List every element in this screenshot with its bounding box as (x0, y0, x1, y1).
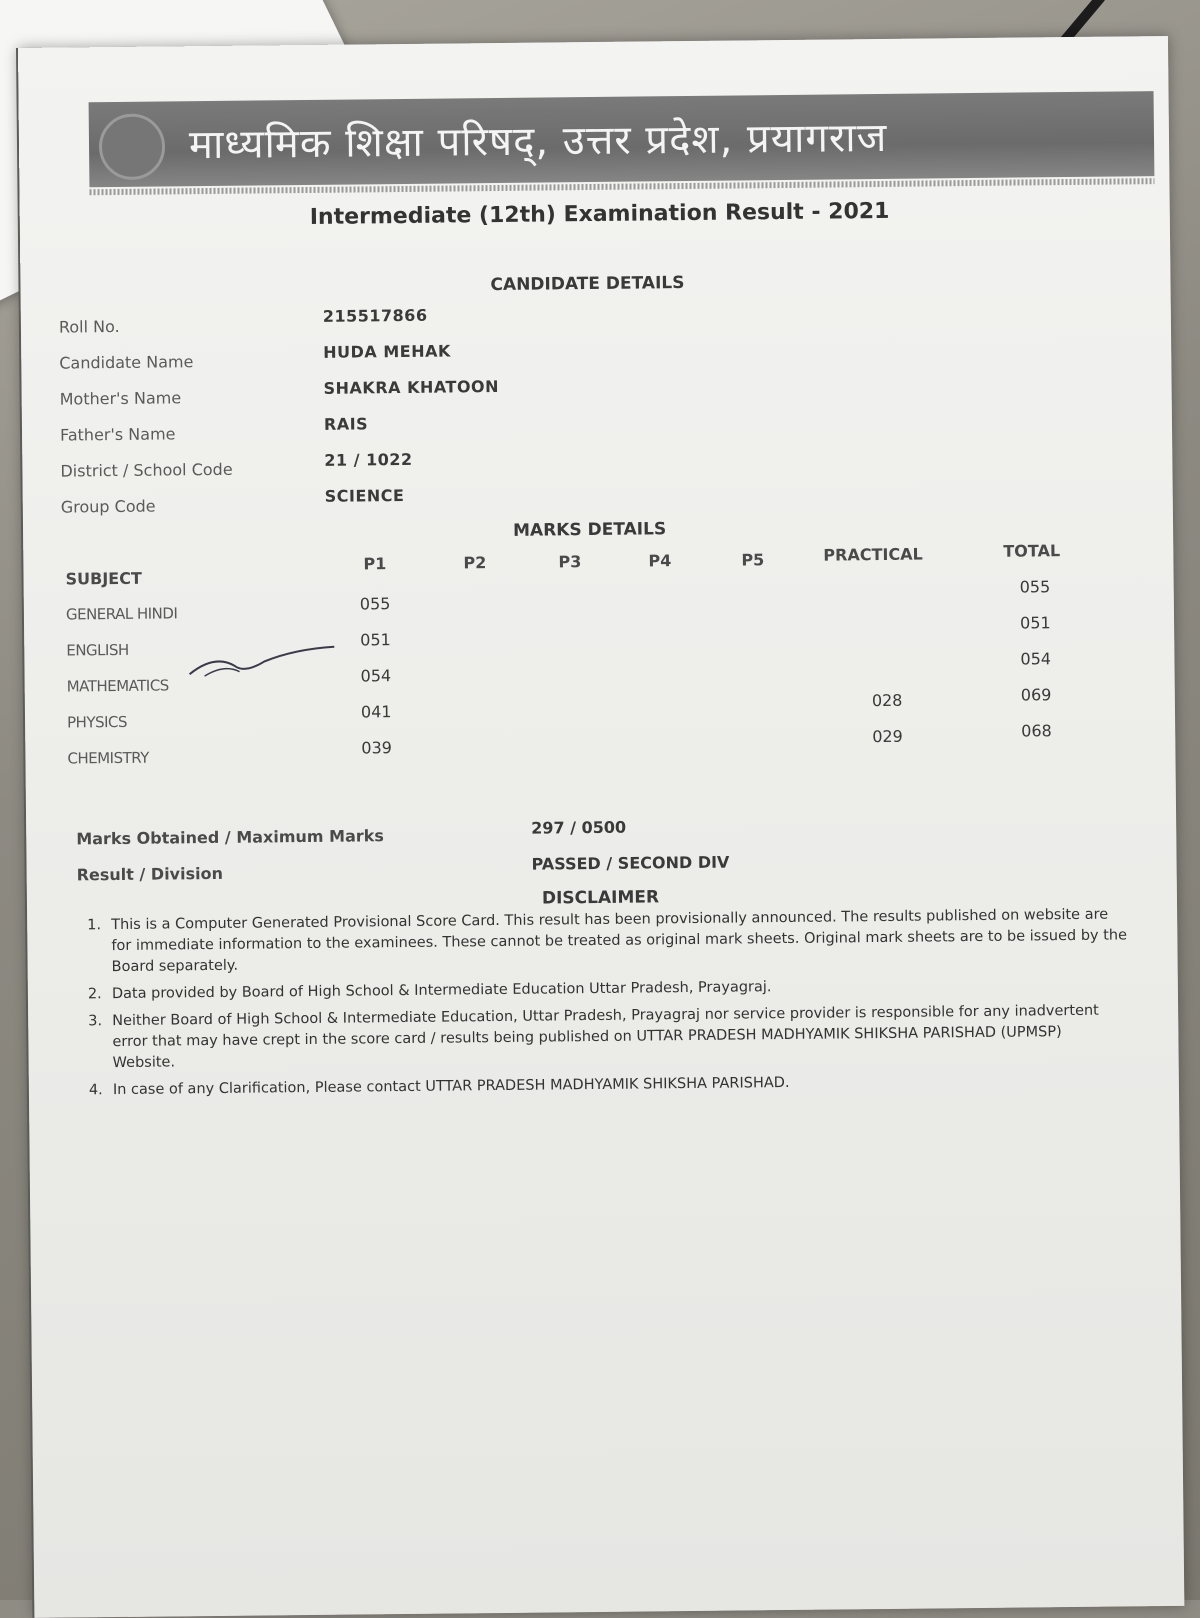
district-school-code-label: District / School Code (60, 459, 233, 481)
disclaimer-item (88, 973, 1128, 1005)
column-p3: P3 (558, 552, 582, 572)
marks-obtained-label: Marks Obtained / Maximum Marks (76, 826, 384, 849)
disclaimer-list (87, 904, 1129, 1107)
disclaimer-text: In case of any Clarification, Please contact UTTAR PRADESH MADHYAMIK SHIKSHA PARISHAD. (112, 1075, 790, 1099)
roll-no-value: 215517866 (322, 305, 428, 326)
column-p5: P5 (741, 550, 765, 570)
column-practical: PRACTICAL (823, 544, 923, 565)
disclaimer-number: 2. (87, 986, 102, 1003)
district-school-code-value: 21 / 1022 (324, 449, 413, 470)
disclaimer-heading: DISCLAIMER (541, 887, 660, 909)
mark-p1: 055 (359, 594, 391, 614)
father-name-value: RAIS (323, 414, 369, 434)
marks-obtained-value: 297 / 0500 (531, 817, 627, 838)
mark-total: 069 (1020, 685, 1052, 705)
disclaimer-number: 4. (88, 1082, 103, 1099)
mark-total: 051 (1019, 613, 1051, 633)
column-p4: P4 (648, 551, 672, 571)
disclaimer-text: Neither Board of High School & Intermediate Education, Uttar Pradesh, Prayagraj nor service provider is responsible for any inadvertent error that may have crept in the score card / results being published on UTTAR PRADESH MADHYAMIK SHIKSHA PARISHAD (UPMSP) Website. (112, 1002, 1099, 1072)
mark-p1: 041 (360, 702, 392, 722)
header-banner (89, 91, 1155, 187)
mark-p1: 054 (360, 666, 392, 686)
disclaimer-item (87, 904, 1128, 978)
exam-title: Intermediate (12th) Examination Result - 2021 (309, 198, 890, 230)
mark-total: 068 (1021, 721, 1052, 741)
mark-p1: 039 (361, 738, 392, 758)
disclaimer-text: Data provided by Board of High School & Intermediate Education Uttar Pradesh, Prayagraj. (111, 979, 772, 1003)
mark-p1: 051 (360, 630, 391, 650)
disclaimer-text: This is a Computer Generated Provisional Score Card. This result has been provisionally announced. The results published on website are for immediate information to the examinees. These cannot be treated as original mark sheets. Original mark sheets are to be issued by the Board separately. (111, 906, 1128, 976)
candidate-name-value: HUDA MEHAK (323, 341, 451, 362)
subject-general-hindi: GENERAL HINDI (65, 604, 178, 624)
mother-name-value: SHAKRA KHATOON (323, 376, 500, 398)
result-division-value: PASSED / SECOND DIV (531, 852, 730, 874)
column-p1: P1 (363, 554, 387, 574)
disclaimer-number: 1. (87, 917, 102, 934)
candidate-name-label: Candidate Name (59, 352, 194, 373)
group-code-value: SCIENCE (324, 485, 405, 506)
group-code-label: Group Code (60, 496, 156, 517)
disclaimer-item (89, 1070, 1129, 1102)
column-total: TOTAL (1003, 541, 1061, 561)
board-name: माध्यमिक शिक्षा परिषद्, उत्तर प्रदेश, प्रयागराज (188, 114, 888, 169)
subject-mathematics: MATHEMATICS (66, 676, 169, 696)
mark-total: 054 (1020, 649, 1052, 669)
column-p2: P2 (463, 553, 487, 573)
board-emblem-icon (99, 113, 166, 180)
marks-details-heading: MARKS DETAILS (512, 519, 667, 541)
father-name-label: Father's Name (59, 424, 176, 445)
roll-no-label: Roll No. (58, 316, 120, 337)
disclaimer-item (88, 1000, 1129, 1074)
result-division-label: Result / Division (76, 863, 224, 885)
mother-name-label: Mother's Name (59, 388, 182, 409)
subject-english: ENGLISH (66, 640, 129, 660)
result-sheet (18, 36, 1184, 1618)
column-subject: SUBJECT (65, 568, 142, 589)
candidate-details-heading: CANDIDATE DETAILS (490, 273, 685, 296)
mark-total: 055 (1019, 577, 1051, 597)
subject-physics: PHYSICS (66, 712, 128, 732)
mark-practical: 028 (871, 690, 903, 711)
disclaimer-number: 3. (88, 1013, 103, 1030)
pen-scribble (184, 643, 344, 685)
subject-chemistry: CHEMISTRY (67, 748, 149, 768)
mark-practical: 029 (872, 726, 903, 747)
